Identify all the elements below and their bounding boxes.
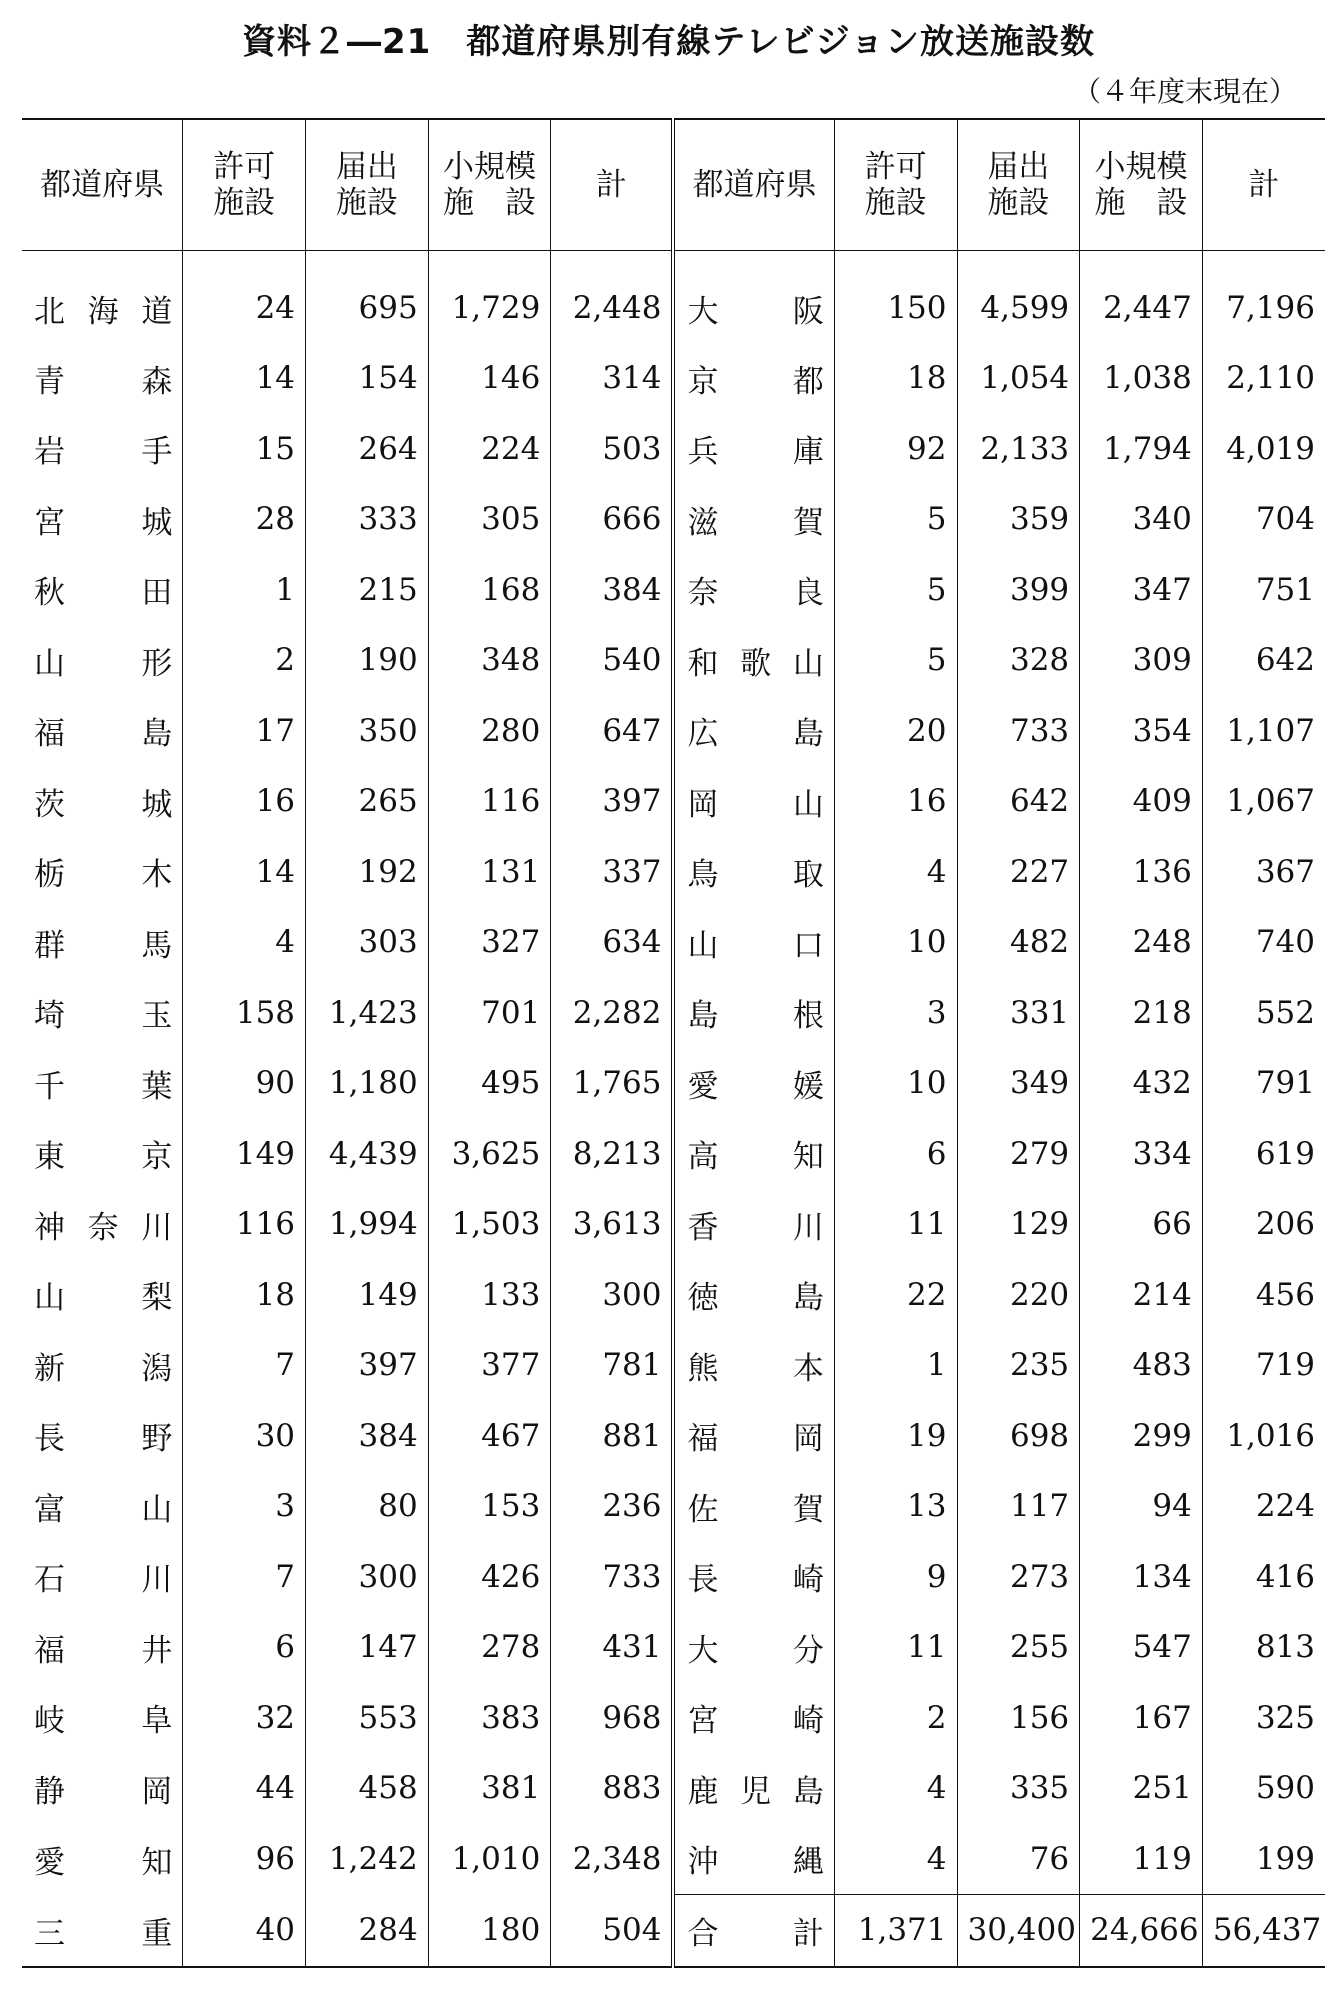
permitted-cell-right: 13 <box>834 1471 957 1542</box>
total-cell-right: 206 <box>1202 1189 1325 1260</box>
small-scale-cell-right: 167 <box>1080 1683 1203 1754</box>
table-row <box>22 837 1325 908</box>
total-cell-right: 719 <box>1202 1330 1325 1401</box>
grand-small-scale-cell-right: 24,666 <box>1080 1895 1203 1967</box>
prefecture-cell-left: 山形 <box>34 645 173 682</box>
prefecture-cell-right: 岡山 <box>673 766 834 837</box>
permitted-cell-left: 7 <box>183 1542 306 1613</box>
permitted-cell-left: 6 <box>183 1612 306 1683</box>
permitted-cell-right: 20 <box>834 696 957 767</box>
notified-cell-right: 349 <box>957 1048 1080 1119</box>
header-total-right: 計 <box>1202 119 1325 251</box>
permitted-cell-left: 17 <box>183 696 306 767</box>
permitted-cell-right: 11 <box>834 1189 957 1260</box>
notified-cell-right: 698 <box>957 1401 1080 1472</box>
small-scale-cell-right: 483 <box>1080 1330 1203 1401</box>
prefecture-cell-left: 茨城 <box>34 786 173 823</box>
prefecture-cell-left: 埼玉 <box>34 998 173 1035</box>
table-row <box>22 251 1325 344</box>
small-scale-cell-left: 153 <box>428 1471 551 1542</box>
table-row <box>22 414 1325 485</box>
total-cell-left: 733 <box>551 1542 674 1613</box>
total-cell-right: 813 <box>1202 1612 1325 1683</box>
prefecture-cell-right: 奈良 <box>673 555 834 626</box>
total-cell-left: 8,213 <box>551 1119 674 1190</box>
notified-cell-left: 397 <box>306 1330 429 1401</box>
total-cell-right: 4,019 <box>1202 414 1325 485</box>
permitted-cell-right: 2 <box>834 1683 957 1754</box>
total-cell-right: 1,067 <box>1202 766 1325 837</box>
small-scale-cell-left: 3,625 <box>428 1119 551 1190</box>
permitted-cell-right: 92 <box>834 414 957 485</box>
permitted-cell-right: 11 <box>834 1612 957 1683</box>
prefecture-cell-right: 高知 <box>673 1119 834 1190</box>
small-scale-cell-left: 1,010 <box>428 1824 551 1895</box>
prefecture-cell-right: 大阪 <box>673 251 834 344</box>
permitted-cell-left: 40 <box>183 1895 306 1967</box>
table-row <box>22 1683 1325 1754</box>
small-scale-cell-left: 180 <box>428 1895 551 1967</box>
prefecture-cell-left: 静岡 <box>34 1773 173 1810</box>
permitted-cell-left: 149 <box>183 1119 306 1190</box>
table-row <box>22 1048 1325 1119</box>
total-cell-left: 2,348 <box>551 1824 674 1895</box>
notified-cell-left: 265 <box>306 766 429 837</box>
permitted-cell-left: 32 <box>183 1683 306 1754</box>
small-scale-cell-left: 383 <box>428 1683 551 1754</box>
notified-cell-right: 335 <box>957 1753 1080 1824</box>
total-cell-right: 751 <box>1202 555 1325 626</box>
small-scale-cell-right: 334 <box>1080 1119 1203 1190</box>
prefecture-cell-right: 山口 <box>673 907 834 978</box>
permitted-cell-left: 116 <box>183 1189 306 1260</box>
notified-cell-right: 328 <box>957 625 1080 696</box>
notified-cell-right: 129 <box>957 1189 1080 1260</box>
notified-cell-right: 642 <box>957 766 1080 837</box>
total-cell-left: 781 <box>551 1330 674 1401</box>
table-row <box>22 696 1325 767</box>
notified-cell-left: 264 <box>306 414 429 485</box>
small-scale-cell-left: 327 <box>428 907 551 978</box>
prefecture-cell-left: 神奈川 <box>34 1209 173 1246</box>
permitted-cell-right: 16 <box>834 766 957 837</box>
permitted-cell-left: 30 <box>183 1401 306 1472</box>
permitted-cell-right: 5 <box>834 555 957 626</box>
table-row <box>22 1401 1325 1472</box>
table-row <box>22 907 1325 978</box>
header-total-left: 計 <box>551 119 674 251</box>
total-cell-right: 642 <box>1202 625 1325 696</box>
header-prefecture-right: 都道府県 <box>673 119 834 251</box>
notified-cell-right: 76 <box>957 1824 1080 1895</box>
prefecture-cell-right: 島根 <box>673 978 834 1049</box>
prefecture-cell-right: 佐賀 <box>673 1471 834 1542</box>
notified-cell-left: 190 <box>306 625 429 696</box>
permitted-cell-left: 15 <box>183 414 306 485</box>
prefecture-cell-left: 岐阜 <box>34 1703 173 1740</box>
prefecture-cell-left: 群馬 <box>34 927 173 964</box>
small-scale-cell-left: 1,729 <box>428 251 551 344</box>
small-scale-cell-right: 1,038 <box>1080 343 1203 414</box>
small-scale-cell-left: 168 <box>428 555 551 626</box>
total-cell-left: 236 <box>551 1471 674 1542</box>
small-scale-cell-left: 116 <box>428 766 551 837</box>
table-row <box>22 1753 1325 1824</box>
permitted-cell-left: 3 <box>183 1471 306 1542</box>
total-cell-right: 224 <box>1202 1471 1325 1542</box>
header-permitted-right: 許可 施設 <box>834 119 957 251</box>
total-cell-left: 2,282 <box>551 978 674 1049</box>
total-cell-right: 2,110 <box>1202 343 1325 414</box>
prefecture-cell-left: 青森 <box>34 363 173 400</box>
total-cell-left: 504 <box>551 1895 674 1967</box>
total-cell-right: 704 <box>1202 484 1325 555</box>
total-cell-right: 456 <box>1202 1260 1325 1331</box>
permitted-cell-left: 14 <box>183 343 306 414</box>
total-cell-left: 1,765 <box>551 1048 674 1119</box>
table-row <box>22 766 1325 837</box>
small-scale-cell-right: 119 <box>1080 1824 1203 1895</box>
notified-cell-left: 192 <box>306 837 429 908</box>
permitted-cell-left: 18 <box>183 1260 306 1331</box>
prefecture-cell-right: 愛媛 <box>673 1048 834 1119</box>
notified-cell-left: 1,423 <box>306 978 429 1049</box>
prefecture-cell-right: 宮崎 <box>673 1683 834 1754</box>
permitted-cell-left: 16 <box>183 766 306 837</box>
prefecture-cell-left: 秋田 <box>34 575 173 612</box>
notified-cell-left: 333 <box>306 484 429 555</box>
table-row <box>22 343 1325 414</box>
permitted-cell-left: 28 <box>183 484 306 555</box>
small-scale-cell-right: 299 <box>1080 1401 1203 1472</box>
prefecture-cell-right: 長崎 <box>673 1542 834 1613</box>
table-row <box>22 555 1325 626</box>
small-scale-cell-right: 214 <box>1080 1260 1203 1331</box>
header-prefecture-left: 都道府県 <box>22 119 183 251</box>
total-cell-left: 881 <box>551 1401 674 1472</box>
prefecture-cell-right: 広島 <box>673 696 834 767</box>
permitted-cell-right: 1 <box>834 1330 957 1401</box>
prefecture-cell-left: 三重 <box>22 1895 183 1967</box>
header-notified-right: 届出 施設 <box>957 119 1080 251</box>
notified-cell-left: 695 <box>306 251 429 344</box>
notified-cell-right: 482 <box>957 907 1080 978</box>
small-scale-cell-left: 1,503 <box>428 1189 551 1260</box>
notified-cell-left: 553 <box>306 1683 429 1754</box>
total-cell-left: 634 <box>551 907 674 978</box>
permitted-cell-right: 5 <box>834 625 957 696</box>
total-cell-right: 791 <box>1202 1048 1325 1119</box>
as-of-note: （４年度末現在） <box>1072 75 1297 108</box>
table-header-row <box>22 119 1325 251</box>
permitted-cell-left: 2 <box>183 625 306 696</box>
prefecture-cell-right: 福岡 <box>673 1401 834 1472</box>
notified-cell-right: 733 <box>957 696 1080 767</box>
permitted-cell-right: 10 <box>834 907 957 978</box>
small-scale-cell-left: 305 <box>428 484 551 555</box>
table-row <box>22 625 1325 696</box>
table-row <box>22 1189 1325 1260</box>
notified-cell-left: 154 <box>306 343 429 414</box>
small-scale-cell-right: 1,794 <box>1080 414 1203 485</box>
table-row <box>22 484 1325 555</box>
table-row <box>22 1471 1325 1542</box>
notified-cell-right: 117 <box>957 1471 1080 1542</box>
total-cell-left: 883 <box>551 1753 674 1824</box>
notified-cell-left: 1,994 <box>306 1189 429 1260</box>
notified-cell-left: 303 <box>306 907 429 978</box>
small-scale-cell-left: 131 <box>428 837 551 908</box>
total-cell-right: 367 <box>1202 837 1325 908</box>
permitted-cell-right: 22 <box>834 1260 957 1331</box>
notified-cell-right: 359 <box>957 484 1080 555</box>
notified-cell-right: 4,599 <box>957 251 1080 344</box>
small-scale-cell-left: 280 <box>428 696 551 767</box>
prefecture-cell-left: 千葉 <box>34 1068 173 1105</box>
small-scale-cell-right: 94 <box>1080 1471 1203 1542</box>
notified-cell-left: 458 <box>306 1753 429 1824</box>
notified-cell-left: 149 <box>306 1260 429 1331</box>
prefecture-cell-left: 石川 <box>34 1562 173 1599</box>
table-row <box>22 1330 1325 1401</box>
notified-cell-right: 2,133 <box>957 414 1080 485</box>
notified-cell-right: 399 <box>957 555 1080 626</box>
small-scale-cell-left: 224 <box>428 414 551 485</box>
grand-prefecture-cell-right: 合計 <box>673 1895 834 1967</box>
total-cell-right: 416 <box>1202 1542 1325 1613</box>
permitted-cell-right: 10 <box>834 1048 957 1119</box>
permitted-cell-left: 158 <box>183 978 306 1049</box>
notified-cell-right: 1,054 <box>957 343 1080 414</box>
prefecture-cell-left: 栃木 <box>34 857 173 894</box>
permitted-cell-left: 96 <box>183 1824 306 1895</box>
total-cell-right: 590 <box>1202 1753 1325 1824</box>
small-scale-cell-right: 136 <box>1080 837 1203 908</box>
permitted-cell-left: 44 <box>183 1753 306 1824</box>
total-cell-right: 7,196 <box>1202 251 1325 344</box>
permitted-cell-right: 3 <box>834 978 957 1049</box>
table-row <box>22 978 1325 1049</box>
prefecture-cell-right: 鹿児島 <box>673 1753 834 1824</box>
prefecture-cell-left: 新潟 <box>34 1350 173 1387</box>
total-cell-left: 314 <box>551 343 674 414</box>
small-scale-cell-right: 409 <box>1080 766 1203 837</box>
total-cell-left: 968 <box>551 1683 674 1754</box>
prefecture-cell-left: 山梨 <box>34 1280 173 1317</box>
total-cell-right: 1,107 <box>1202 696 1325 767</box>
permitted-cell-right: 19 <box>834 1401 957 1472</box>
prefecture-cell-left: 東京 <box>34 1139 173 1176</box>
prefecture-cell-right: 鳥取 <box>673 837 834 908</box>
small-scale-cell-right: 248 <box>1080 907 1203 978</box>
small-scale-cell-right: 347 <box>1080 555 1203 626</box>
small-scale-cell-left: 426 <box>428 1542 551 1613</box>
small-scale-cell-left: 133 <box>428 1260 551 1331</box>
table-row <box>22 1119 1325 1190</box>
prefecture-cell-left: 福島 <box>34 716 173 753</box>
total-cell-left: 540 <box>551 625 674 696</box>
prefecture-cell-left: 宮城 <box>34 504 173 541</box>
permitted-cell-left: 14 <box>183 837 306 908</box>
notified-cell-left: 350 <box>306 696 429 767</box>
prefecture-cell-right: 滋賀 <box>673 484 834 555</box>
prefecture-cell-right: 徳島 <box>673 1260 834 1331</box>
document-title: 資料２―21 都道府県別有線テレビジョン放送施設数 <box>242 22 1095 62</box>
total-cell-left: 647 <box>551 696 674 767</box>
notified-cell-left: 284 <box>306 1895 429 1967</box>
notified-cell-right: 273 <box>957 1542 1080 1613</box>
table-row <box>22 1260 1325 1331</box>
grand-permitted-cell-right: 1,371 <box>834 1895 957 1967</box>
prefecture-cell-right: 沖縄 <box>673 1824 834 1895</box>
notified-cell-right: 255 <box>957 1612 1080 1683</box>
prefecture-cell-left: 富山 <box>34 1491 173 1528</box>
notified-cell-left: 4,439 <box>306 1119 429 1190</box>
permitted-cell-right: 4 <box>834 837 957 908</box>
notified-cell-right: 331 <box>957 978 1080 1049</box>
small-scale-cell-left: 495 <box>428 1048 551 1119</box>
table-body <box>22 251 1325 1967</box>
total-cell-right: 619 <box>1202 1119 1325 1190</box>
small-scale-cell-left: 377 <box>428 1330 551 1401</box>
table-row <box>22 1612 1325 1683</box>
total-cell-left: 666 <box>551 484 674 555</box>
total-cell-left: 3,613 <box>551 1189 674 1260</box>
notified-cell-right: 279 <box>957 1119 1080 1190</box>
total-cell-right: 1,016 <box>1202 1401 1325 1472</box>
total-cell-left: 300 <box>551 1260 674 1331</box>
header-small-scale-right: 小規模 施 設 <box>1080 119 1203 251</box>
prefecture-cell-left: 愛知 <box>34 1844 173 1881</box>
small-scale-cell-left: 467 <box>428 1401 551 1472</box>
table-row <box>22 1824 1325 1895</box>
small-scale-cell-right: 218 <box>1080 978 1203 1049</box>
header-notified-left: 届出 施設 <box>306 119 429 251</box>
header-permitted-left: 許可 施設 <box>183 119 306 251</box>
total-cell-left: 337 <box>551 837 674 908</box>
table-row <box>22 1895 1325 1967</box>
notified-cell-left: 147 <box>306 1612 429 1683</box>
cable-tv-facilities-table <box>22 118 1325 1968</box>
total-cell-left: 503 <box>551 414 674 485</box>
prefecture-cell-right: 京都 <box>673 343 834 414</box>
small-scale-cell-right: 2,447 <box>1080 251 1203 344</box>
total-cell-right: 552 <box>1202 978 1325 1049</box>
small-scale-cell-left: 381 <box>428 1753 551 1824</box>
notified-cell-right: 235 <box>957 1330 1080 1401</box>
total-cell-right: 199 <box>1202 1824 1325 1895</box>
small-scale-cell-right: 66 <box>1080 1189 1203 1260</box>
total-cell-left: 384 <box>551 555 674 626</box>
small-scale-cell-right: 134 <box>1080 1542 1203 1613</box>
total-cell-left: 431 <box>551 1612 674 1683</box>
small-scale-cell-right: 340 <box>1080 484 1203 555</box>
prefecture-cell-left: 岩手 <box>34 434 173 471</box>
prefecture-cell-left: 長野 <box>34 1421 173 1458</box>
permitted-cell-left: 90 <box>183 1048 306 1119</box>
notified-cell-right: 156 <box>957 1683 1080 1754</box>
prefecture-cell-right: 熊本 <box>673 1330 834 1401</box>
grand-total-cell-right: 56,437 <box>1202 1895 1325 1967</box>
small-scale-cell-right: 251 <box>1080 1753 1203 1824</box>
permitted-cell-right: 150 <box>834 251 957 344</box>
prefecture-cell-right: 兵庫 <box>673 414 834 485</box>
notified-cell-left: 1,180 <box>306 1048 429 1119</box>
permitted-cell-right: 6 <box>834 1119 957 1190</box>
permitted-cell-left: 7 <box>183 1330 306 1401</box>
prefecture-cell-right: 和歌山 <box>673 625 834 696</box>
header-small-scale-left: 小規模 施 設 <box>428 119 551 251</box>
notified-cell-left: 300 <box>306 1542 429 1613</box>
total-cell-right: 325 <box>1202 1683 1325 1754</box>
prefecture-cell-left: 北海道 <box>34 293 173 330</box>
small-scale-cell-left: 146 <box>428 343 551 414</box>
notified-cell-right: 220 <box>957 1260 1080 1331</box>
small-scale-cell-left: 348 <box>428 625 551 696</box>
notified-cell-left: 384 <box>306 1401 429 1472</box>
permitted-cell-right: 9 <box>834 1542 957 1613</box>
permitted-cell-left: 4 <box>183 907 306 978</box>
prefecture-cell-right: 香川 <box>673 1189 834 1260</box>
permitted-cell-left: 24 <box>183 251 306 344</box>
prefecture-cell-left: 福井 <box>34 1632 173 1669</box>
notified-cell-left: 1,242 <box>306 1824 429 1895</box>
notified-cell-right: 227 <box>957 837 1080 908</box>
permitted-cell-right: 18 <box>834 343 957 414</box>
permitted-cell-right: 4 <box>834 1824 957 1895</box>
small-scale-cell-right: 354 <box>1080 696 1203 767</box>
total-cell-right: 740 <box>1202 907 1325 978</box>
total-cell-left: 397 <box>551 766 674 837</box>
notified-cell-left: 80 <box>306 1471 429 1542</box>
permitted-cell-left: 1 <box>183 555 306 626</box>
small-scale-cell-right: 432 <box>1080 1048 1203 1119</box>
grand-notified-cell-right: 30,400 <box>957 1895 1080 1967</box>
small-scale-cell-right: 309 <box>1080 625 1203 696</box>
small-scale-cell-left: 701 <box>428 978 551 1049</box>
small-scale-cell-left: 278 <box>428 1612 551 1683</box>
permitted-cell-right: 5 <box>834 484 957 555</box>
small-scale-cell-right: 547 <box>1080 1612 1203 1683</box>
prefecture-cell-right: 大分 <box>673 1612 834 1683</box>
notified-cell-left: 215 <box>306 555 429 626</box>
table-row <box>22 1542 1325 1613</box>
total-cell-left: 2,448 <box>551 251 674 344</box>
permitted-cell-right: 4 <box>834 1753 957 1824</box>
